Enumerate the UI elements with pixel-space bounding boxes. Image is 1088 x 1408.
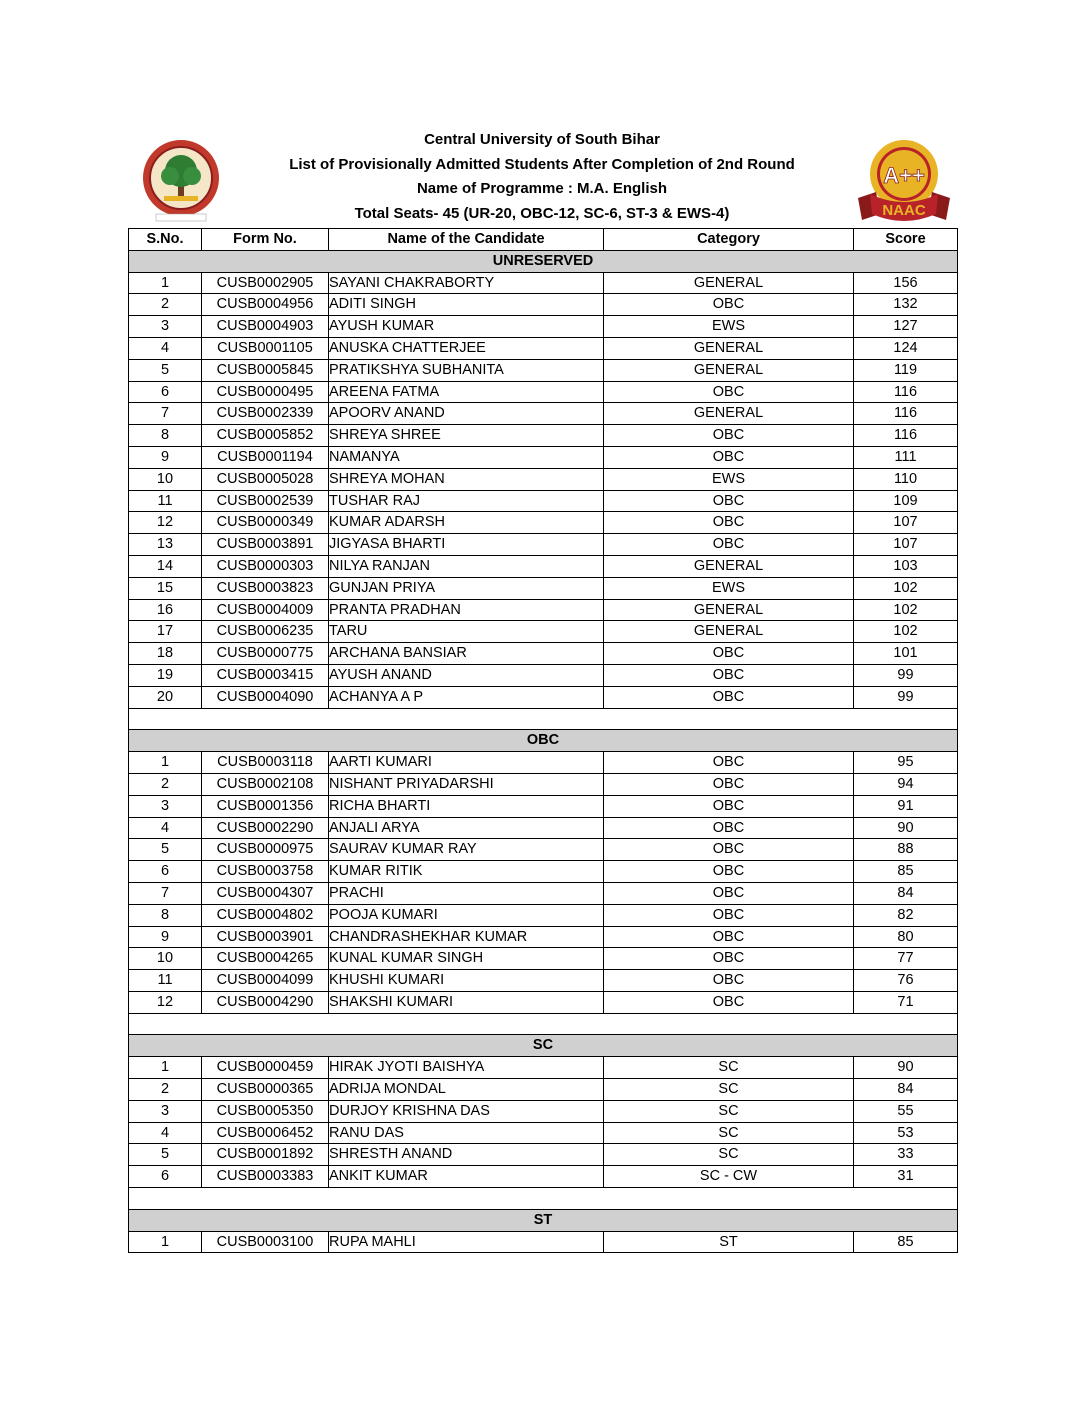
cell-sno: 15: [129, 577, 202, 599]
cell-form-no: CUSB0003415: [202, 664, 329, 686]
cell-form-no: CUSB0000349: [202, 512, 329, 534]
cell-form-no: CUSB0004956: [202, 294, 329, 316]
table-row: [129, 621, 958, 643]
cell-category: ST: [604, 1231, 854, 1253]
cell-score: 132: [854, 294, 958, 316]
cell-form-no: CUSB0000775: [202, 643, 329, 665]
cell-category: OBC: [604, 817, 854, 839]
cell-score: 94: [854, 773, 958, 795]
cell-name: PRACHI: [329, 882, 604, 904]
table-row: [129, 425, 958, 447]
cell-score: 103: [854, 555, 958, 577]
table-row: [129, 991, 958, 1013]
cell-sno: 5: [129, 839, 202, 861]
cell-category: SC: [604, 1057, 854, 1079]
cell-sno: 17: [129, 621, 202, 643]
section-header-row: [129, 1035, 958, 1057]
table-row: [129, 403, 958, 425]
cell-category: OBC: [604, 534, 854, 556]
cell-score: 99: [854, 664, 958, 686]
table-row: [129, 1079, 958, 1101]
column-header-score: Score: [854, 229, 958, 251]
cell-category: SC: [604, 1079, 854, 1101]
cell-form-no: CUSB0004307: [202, 882, 329, 904]
table-row: [129, 512, 958, 534]
cell-score: 82: [854, 904, 958, 926]
cell-name: GUNJAN PRIYA: [329, 577, 604, 599]
cell-category: OBC: [604, 664, 854, 686]
cell-sno: 3: [129, 316, 202, 338]
cell-sno: 2: [129, 773, 202, 795]
cell-form-no: CUSB0006235: [202, 621, 329, 643]
naac-label: NAAC: [882, 202, 926, 219]
cell-name: ADITI SINGH: [329, 294, 604, 316]
cell-category: OBC: [604, 512, 854, 534]
cell-sno: 19: [129, 664, 202, 686]
cell-name: ACHANYA A P: [329, 686, 604, 708]
table-row: [129, 1231, 958, 1253]
cell-name: ARCHANA BANSIAR: [329, 643, 604, 665]
cell-category: OBC: [604, 752, 854, 774]
cell-form-no: CUSB0004009: [202, 599, 329, 621]
section-title: ST: [129, 1209, 958, 1231]
cell-name: AARTI KUMARI: [329, 752, 604, 774]
cell-score: 119: [854, 359, 958, 381]
cell-category: OBC: [604, 294, 854, 316]
cell-name: AREENA FATMA: [329, 381, 604, 403]
cell-form-no: CUSB0004802: [202, 904, 329, 926]
cell-category: OBC: [604, 446, 854, 468]
spacer-row: [129, 708, 958, 730]
cell-sno: 1: [129, 752, 202, 774]
cell-name: KUMAR RITIK: [329, 861, 604, 883]
cell-category: OBC: [604, 686, 854, 708]
column-header-form-no: Form No.: [202, 229, 329, 251]
university-name: Central University of South Bihar: [424, 131, 660, 148]
cell-name: SHREYA SHREE: [329, 425, 604, 447]
cell-name: SAYANI CHAKRABORTY: [329, 272, 604, 294]
cell-score: 85: [854, 861, 958, 883]
table-row: [129, 490, 958, 512]
cell-form-no: CUSB0000303: [202, 555, 329, 577]
table-row: [129, 664, 958, 686]
cell-score: 85: [854, 1231, 958, 1253]
cell-name: HIRAK JYOTI BAISHYA: [329, 1057, 604, 1079]
cell-score: 31: [854, 1166, 958, 1188]
cell-sno: 10: [129, 948, 202, 970]
cell-name: KUNAL KUMAR SINGH: [329, 948, 604, 970]
table-row: [129, 643, 958, 665]
cell-sno: 18: [129, 643, 202, 665]
table-row: [129, 599, 958, 621]
cell-score: 90: [854, 1057, 958, 1079]
table-row: [129, 926, 958, 948]
header-text-block: [128, 128, 956, 226]
cell-name: SHRESTH ANAND: [329, 1144, 604, 1166]
cell-form-no: CUSB0006452: [202, 1122, 329, 1144]
cell-score: 84: [854, 882, 958, 904]
cell-category: OBC: [604, 926, 854, 948]
cell-category: SC: [604, 1122, 854, 1144]
table-row: [129, 861, 958, 883]
naac-a-plus-plus-badge-icon: [852, 136, 952, 226]
cell-name: AYUSH ANAND: [329, 664, 604, 686]
cell-sno: 4: [129, 817, 202, 839]
cell-sno: 11: [129, 970, 202, 992]
cell-sno: 7: [129, 403, 202, 425]
spacer-cell: [129, 1013, 958, 1035]
list-title: List of Provisionally Admitted Students After Completion of 2nd Round: [289, 155, 795, 173]
cell-sno: 8: [129, 904, 202, 926]
column-header-sno: S.No.: [129, 229, 202, 251]
cell-category: GENERAL: [604, 555, 854, 577]
table-row: [129, 773, 958, 795]
table-row: [129, 1122, 958, 1144]
cell-name: SHAKSHI KUMARI: [329, 991, 604, 1013]
cell-sno: 13: [129, 534, 202, 556]
naac-grade: A++: [883, 163, 925, 188]
cell-category: GENERAL: [604, 337, 854, 359]
section-header-row: [129, 250, 958, 272]
cell-form-no: CUSB0002539: [202, 490, 329, 512]
cell-form-no: CUSB0001194: [202, 446, 329, 468]
cell-score: 116: [854, 381, 958, 403]
table-row: [129, 577, 958, 599]
cell-form-no: CUSB0002905: [202, 272, 329, 294]
cell-form-no: CUSB0002290: [202, 817, 329, 839]
cell-name: NISHANT PRIYADARSHI: [329, 773, 604, 795]
cell-name: ANKIT KUMAR: [329, 1166, 604, 1188]
table-row: [129, 555, 958, 577]
cell-sno: 12: [129, 991, 202, 1013]
cell-sno: 6: [129, 1166, 202, 1188]
table-row: [129, 817, 958, 839]
cell-sno: 1: [129, 1057, 202, 1079]
cell-sno: 11: [129, 490, 202, 512]
cell-sno: 1: [129, 1231, 202, 1253]
cell-score: 80: [854, 926, 958, 948]
cell-score: 156: [854, 272, 958, 294]
cell-category: EWS: [604, 468, 854, 490]
cell-form-no: CUSB0004265: [202, 948, 329, 970]
table-row: [129, 381, 958, 403]
cell-name: SHREYA MOHAN: [329, 468, 604, 490]
cell-name: RANU DAS: [329, 1122, 604, 1144]
spacer-cell: [129, 708, 958, 730]
cell-score: 91: [854, 795, 958, 817]
cell-score: 102: [854, 621, 958, 643]
table-row: [129, 446, 958, 468]
table-row: [129, 752, 958, 774]
cell-name: TUSHAR RAJ: [329, 490, 604, 512]
cell-score: 102: [854, 599, 958, 621]
cell-category: OBC: [604, 970, 854, 992]
cell-name: ANUSKA CHATTERJEE: [329, 337, 604, 359]
cell-category: OBC: [604, 861, 854, 883]
cell-sno: 8: [129, 425, 202, 447]
cell-score: 88: [854, 839, 958, 861]
cell-form-no: CUSB0002339: [202, 403, 329, 425]
table-row: [129, 1100, 958, 1122]
cell-name: ANJALI ARYA: [329, 817, 604, 839]
table-header-row: [129, 229, 958, 251]
cell-category: GENERAL: [604, 599, 854, 621]
cell-category: OBC: [604, 882, 854, 904]
cell-name: KUMAR ADARSH: [329, 512, 604, 534]
cell-score: 116: [854, 425, 958, 447]
section-title: UNRESERVED: [129, 250, 958, 272]
cell-score: 33: [854, 1144, 958, 1166]
cell-name: SAURAV KUMAR RAY: [329, 839, 604, 861]
cell-category: OBC: [604, 773, 854, 795]
cell-form-no: CUSB0001356: [202, 795, 329, 817]
table-row: [129, 1057, 958, 1079]
cell-score: 71: [854, 991, 958, 1013]
table-row: [129, 1166, 958, 1188]
cell-form-no: CUSB0001892: [202, 1144, 329, 1166]
table-row: [129, 882, 958, 904]
cell-name: APOORV ANAND: [329, 403, 604, 425]
cell-name: DURJOY KRISHNA DAS: [329, 1100, 604, 1122]
table-row: [129, 337, 958, 359]
cell-sno: 7: [129, 882, 202, 904]
cell-score: 127: [854, 316, 958, 338]
cell-category: SC: [604, 1144, 854, 1166]
cell-form-no: CUSB0000365: [202, 1079, 329, 1101]
cell-form-no: CUSB0001105: [202, 337, 329, 359]
cell-category: SC - CW: [604, 1166, 854, 1188]
total-seats: Total Seats- 45 (UR-20, OBC-12, SC-6, ST-3 & EWS-4): [354, 204, 730, 222]
cell-score: 90: [854, 817, 958, 839]
cell-name: RICHA BHARTI: [329, 795, 604, 817]
table-row: [129, 686, 958, 708]
cell-name: PRATIKSHYA SUBHANITA: [329, 359, 604, 381]
cell-form-no: CUSB0003758: [202, 861, 329, 883]
cell-score: 116: [854, 403, 958, 425]
cell-form-no: CUSB0003383: [202, 1166, 329, 1188]
cell-score: 124: [854, 337, 958, 359]
cell-sno: 20: [129, 686, 202, 708]
cell-name: TARU: [329, 621, 604, 643]
cell-score: 76: [854, 970, 958, 992]
cell-sno: 10: [129, 468, 202, 490]
cell-form-no: CUSB0000975: [202, 839, 329, 861]
cell-sno: 1: [129, 272, 202, 294]
cell-score: 102: [854, 577, 958, 599]
cell-form-no: CUSB0003118: [202, 752, 329, 774]
cell-sno: 9: [129, 446, 202, 468]
cell-name: KHUSHI KUMARI: [329, 970, 604, 992]
cell-category: GENERAL: [604, 272, 854, 294]
spacer-row: [129, 1188, 958, 1210]
table-row: [129, 1144, 958, 1166]
cell-form-no: CUSB0003901: [202, 926, 329, 948]
cell-sno: 5: [129, 359, 202, 381]
cell-sno: 5: [129, 1144, 202, 1166]
cell-sno: 14: [129, 555, 202, 577]
cell-score: 107: [854, 534, 958, 556]
section-header-row: [129, 1209, 958, 1231]
section-header-row: [129, 730, 958, 752]
cell-name: RUPA MAHLI: [329, 1231, 604, 1253]
cell-score: 84: [854, 1079, 958, 1101]
cell-form-no: CUSB0004290: [202, 991, 329, 1013]
cell-category: EWS: [604, 577, 854, 599]
spacer-row: [129, 1013, 958, 1035]
column-header-name: Name of the Candidate: [329, 229, 604, 251]
cell-score: 101: [854, 643, 958, 665]
cell-form-no: CUSB0000459: [202, 1057, 329, 1079]
table-row: [129, 795, 958, 817]
cell-form-no: CUSB0003823: [202, 577, 329, 599]
cell-sno: 2: [129, 294, 202, 316]
cell-score: 111: [854, 446, 958, 468]
cell-category: EWS: [604, 316, 854, 338]
cell-form-no: CUSB0004099: [202, 970, 329, 992]
cell-sno: 4: [129, 337, 202, 359]
cell-category: OBC: [604, 948, 854, 970]
cell-category: OBC: [604, 381, 854, 403]
cell-category: GENERAL: [604, 403, 854, 425]
table-row: [129, 534, 958, 556]
cell-name: POOJA KUMARI: [329, 904, 604, 926]
cell-score: 99: [854, 686, 958, 708]
cell-form-no: CUSB0005350: [202, 1100, 329, 1122]
cell-name: JIGYASA BHARTI: [329, 534, 604, 556]
cell-sno: 12: [129, 512, 202, 534]
admission-list-table: [128, 228, 958, 1253]
cell-name: ADRIJA MONDAL: [329, 1079, 604, 1101]
cell-sno: 2: [129, 1079, 202, 1101]
cell-category: OBC: [604, 490, 854, 512]
programme-name: Name of Programme : M.A. English: [416, 180, 668, 197]
cell-sno: 16: [129, 599, 202, 621]
section-title: OBC: [129, 730, 958, 752]
cell-score: 109: [854, 490, 958, 512]
table-row: [129, 294, 958, 316]
table-body: [129, 250, 958, 1253]
cell-score: 95: [854, 752, 958, 774]
cell-form-no: CUSB0003891: [202, 534, 329, 556]
column-header-category: Category: [604, 229, 854, 251]
cell-score: 77: [854, 948, 958, 970]
cell-category: OBC: [604, 795, 854, 817]
cell-sno: 6: [129, 861, 202, 883]
cell-form-no: CUSB0002108: [202, 773, 329, 795]
cell-score: 55: [854, 1100, 958, 1122]
table-row: [129, 948, 958, 970]
cell-form-no: CUSB0005028: [202, 468, 329, 490]
table-row: [129, 970, 958, 992]
cell-score: 110: [854, 468, 958, 490]
cell-sno: 4: [129, 1122, 202, 1144]
table-row: [129, 272, 958, 294]
cell-sno: 3: [129, 1100, 202, 1122]
table-row: [129, 904, 958, 926]
table-row: [129, 468, 958, 490]
cell-form-no: CUSB0005845: [202, 359, 329, 381]
cell-form-no: CUSB0004903: [202, 316, 329, 338]
cell-category: GENERAL: [604, 359, 854, 381]
cell-sno: 3: [129, 795, 202, 817]
cell-form-no: CUSB0000495: [202, 381, 329, 403]
cell-category: OBC: [604, 839, 854, 861]
cell-category: OBC: [604, 904, 854, 926]
cell-category: GENERAL: [604, 621, 854, 643]
cell-category: SC: [604, 1100, 854, 1122]
cell-name: CHANDRASHEKHAR KUMAR: [329, 926, 604, 948]
cell-category: OBC: [604, 991, 854, 1013]
cell-form-no: CUSB0005852: [202, 425, 329, 447]
section-title: SC: [129, 1035, 958, 1057]
table-row: [129, 316, 958, 338]
cell-name: NAMANYA: [329, 446, 604, 468]
document-header: [128, 128, 956, 228]
cell-category: OBC: [604, 425, 854, 447]
cell-sno: 9: [129, 926, 202, 948]
cell-sno: 6: [129, 381, 202, 403]
cell-name: AYUSH KUMAR: [329, 316, 604, 338]
spacer-cell: [129, 1188, 958, 1210]
cell-name: PRANTA PRADHAN: [329, 599, 604, 621]
cell-score: 107: [854, 512, 958, 534]
cell-form-no: CUSB0004090: [202, 686, 329, 708]
cell-name: NILYA RANJAN: [329, 555, 604, 577]
cell-score: 53: [854, 1122, 958, 1144]
cell-category: OBC: [604, 643, 854, 665]
table-row: [129, 359, 958, 381]
cell-form-no: CUSB0003100: [202, 1231, 329, 1253]
table-row: [129, 839, 958, 861]
